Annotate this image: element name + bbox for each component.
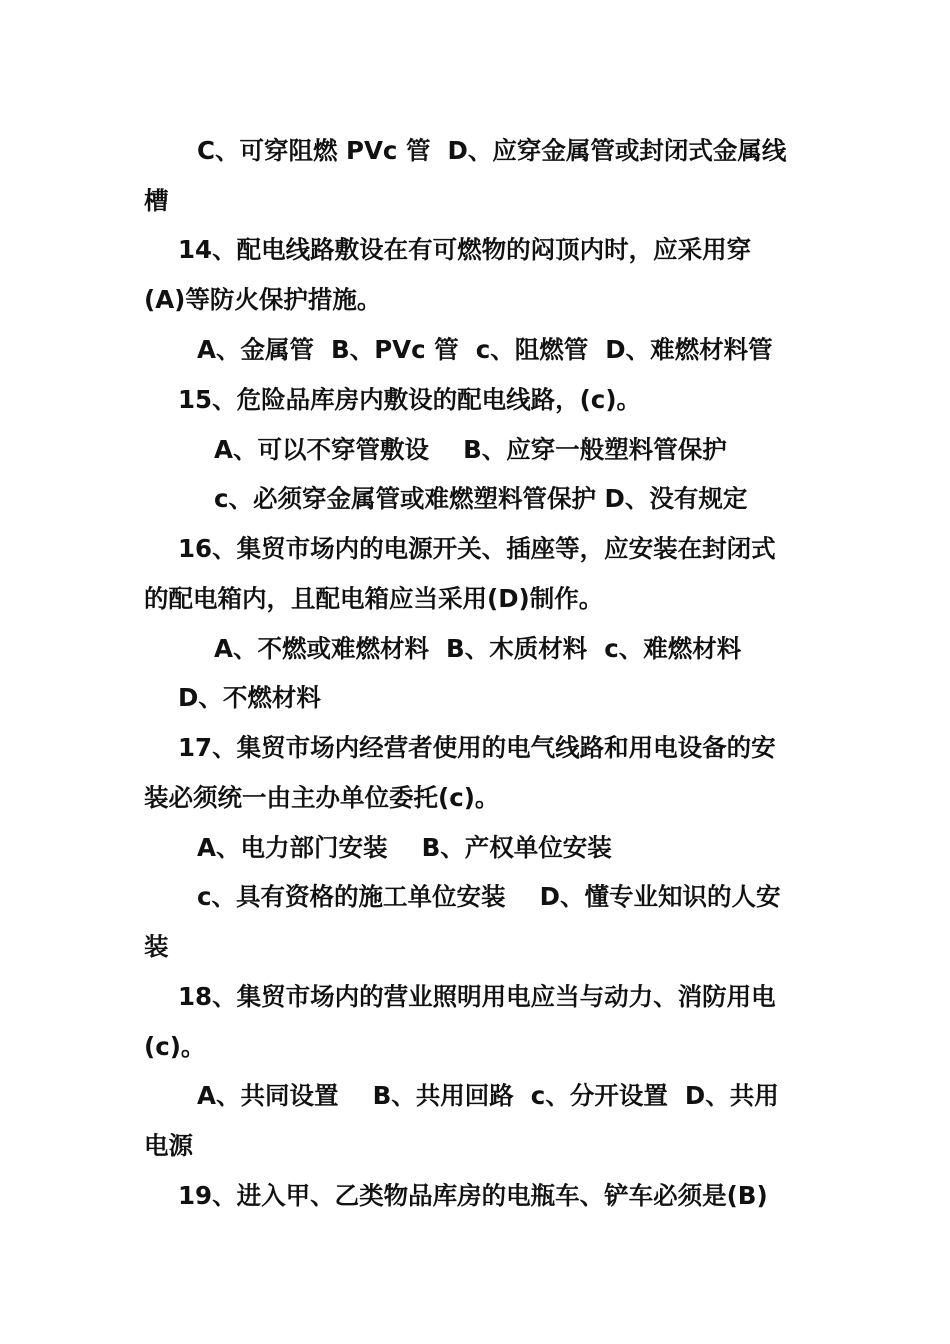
text-line: (c)。 xyxy=(144,1032,206,1061)
text-line: A、不燃或难燃材料 B、木质材料 c、难燃材料 xyxy=(214,634,742,663)
text-line: 装必须统一由主办单位委托(c)。 xyxy=(144,783,500,812)
text-line: D、不燃材料 xyxy=(178,683,321,712)
text-line: 14、配电线路敷设在有可燃物的闷顶内时，应采用穿 xyxy=(178,235,752,264)
text-line: (A)等防火保护措施。 xyxy=(144,285,382,314)
text-line: 槽 xyxy=(144,186,169,215)
text-line: A、金属管 B、PVc 管 c、阻燃管 D、难燃材料管 xyxy=(197,335,773,364)
text-line: 17、集贸市场内经营者使用的电气线路和用电设备的安 xyxy=(178,733,776,762)
text-line: 16、集贸市场内的电源开关、插座等，应安装在封闭式 xyxy=(178,534,776,563)
text-line: A、可以不穿管敷设 B、应穿一般塑料管保护 xyxy=(214,435,727,464)
text-line: A、共同设置 B、共用回路 c、分开设置 D、共用 xyxy=(197,1081,779,1110)
text-line: 装 xyxy=(144,932,169,961)
text-line: c、必须穿金属管或难燃塑料管保护 D、没有规定 xyxy=(214,484,748,513)
text-line: C、可穿阻燃 PVc 管 D、应穿金属管或封闭式金属线 xyxy=(197,136,787,165)
text-line: 电源 xyxy=(144,1131,193,1160)
text-line: 15、危险品库房内敷设的配电线路，(c)。 xyxy=(178,385,642,414)
text-line: A、电力部门安装 B、产权单位安装 xyxy=(197,833,612,862)
text-line: 的配电箱内，且配电箱应当采用(D)制作。 xyxy=(144,584,604,613)
text-line: 19、进入甲、乙类物品库房的电瓶车、铲车必须是(B) xyxy=(178,1181,768,1210)
text-line: 18、集贸市场内的营业照明用电应当与动力、消防用电 xyxy=(178,982,776,1011)
text-line: c、具有资格的施工单位安装 D、懂专业知识的人安 xyxy=(197,882,781,911)
